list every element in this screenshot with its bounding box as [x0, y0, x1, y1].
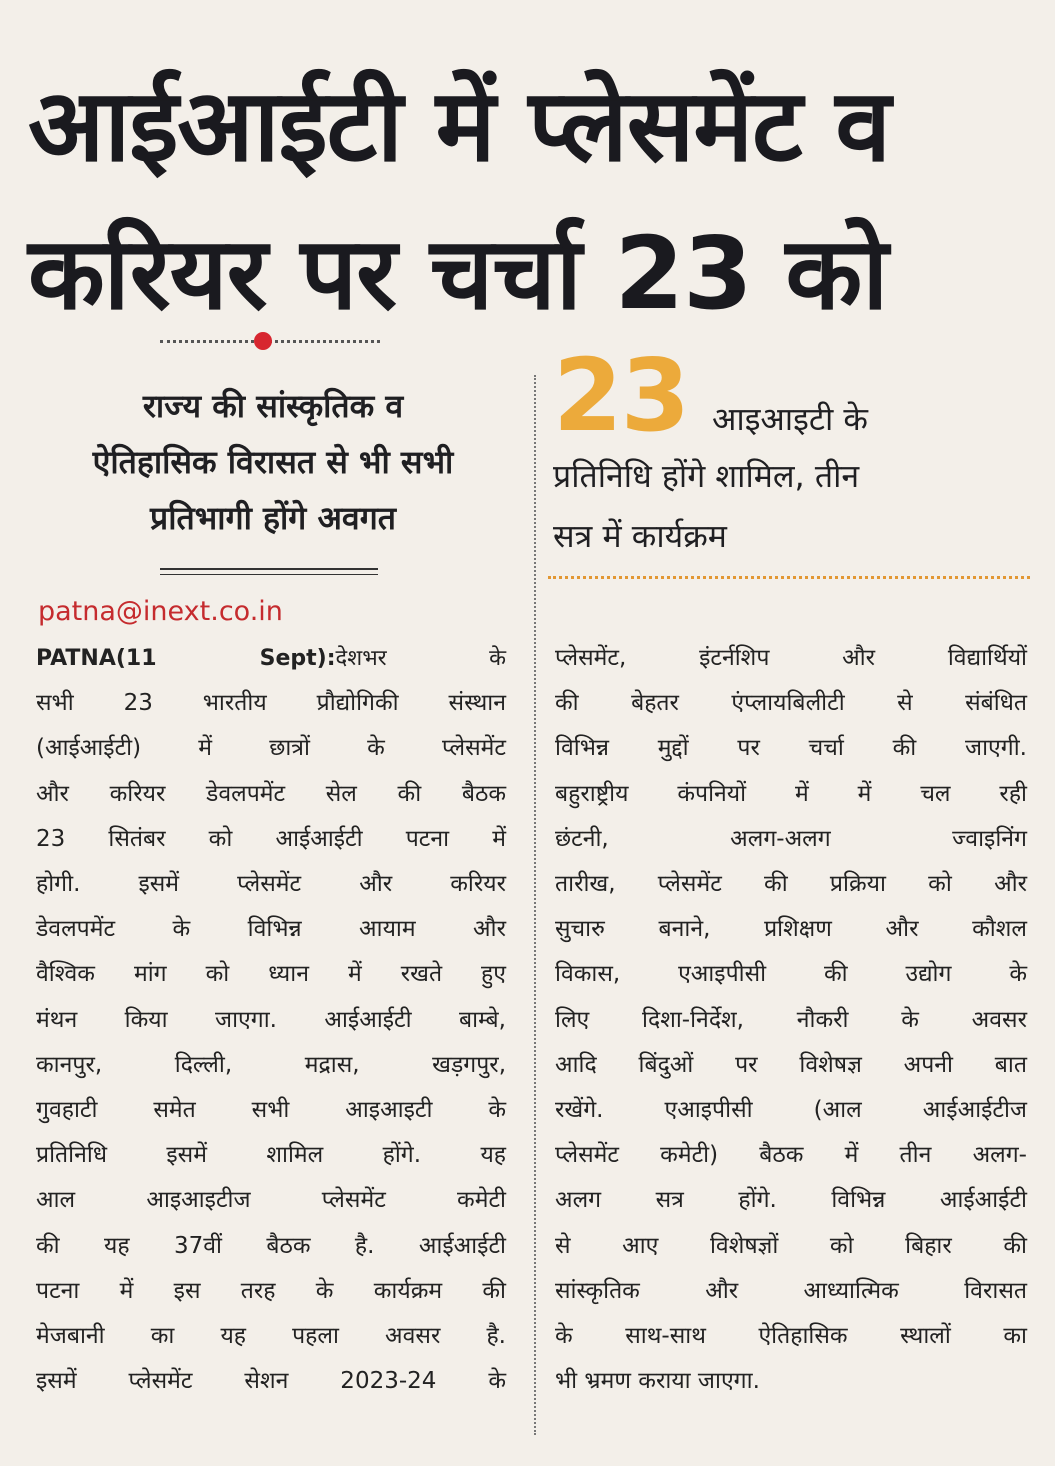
- deck-left: [28, 378, 518, 546]
- body-line: वैश्विक मांग को ध्यान में रखते हुए: [36, 961, 506, 988]
- body-line: तारीख, प्लेसमेंट की प्रक्रिया को और: [555, 871, 1027, 898]
- deck-rule: [160, 568, 378, 575]
- body-line: विभिन्न मुद्दों पर चर्चा की जाएगी.: [555, 735, 1027, 762]
- body-line: इसमें प्लेसमेंट सेशन 2023-24 के: [36, 1368, 506, 1395]
- deck-right: [553, 446, 1023, 566]
- body-line: सभी 23 भारतीय प्रौद्योगिकी संस्थान: [36, 690, 506, 717]
- body-line: प्लेसमेंट कमेटी) बैठक में तीन अलग-: [555, 1142, 1027, 1169]
- body-line: और करियर डेवलपमेंट सेल की बैठक: [36, 780, 506, 807]
- body-line: गुवहाटी समेत सभी आइआइटी के: [36, 1097, 506, 1124]
- body-line: कानपुर, दिल्ली, मद्रास, खड़गपुर,: [36, 1051, 506, 1078]
- body-line: सांस्कृतिक और आध्यात्मिक विरासत: [555, 1277, 1027, 1304]
- body-line: सुचारु बनाने, प्रशिक्षण और कौशल: [555, 916, 1027, 943]
- body-line-text: देशभर के: [335, 646, 506, 671]
- body-line: भी भ्रमण कराया जाएगा.: [555, 1368, 760, 1395]
- highlight-number: 23: [553, 337, 689, 454]
- body-line: (आईआईटी) में छात्रों के प्लेसमेंट: [36, 735, 506, 762]
- headline-line-1: आईआईटी में प्लेसमेंट व: [28, 67, 890, 184]
- body-line: बहुराष्ट्रीय कंपनियों में में चल रही: [555, 780, 1027, 807]
- body-line: 23 सितंबर को आईआईटी पटना में: [36, 825, 506, 852]
- body-line: विकास, एआइपीसी की उद्योग के: [555, 961, 1027, 988]
- deck-right-line-3: सत्र में कार्यक्रम: [553, 517, 727, 555]
- red-dot-ornament: [254, 332, 272, 350]
- body-column-left: [36, 636, 506, 1404]
- body-column-right: [555, 636, 1027, 1404]
- body-line: प्रतिनिधि इसमें शामिल होंगे. यह: [36, 1142, 506, 1169]
- body-line: [36, 636, 506, 681]
- body-line: लिए दिशा-निर्देश, नौकरी के अवसर: [555, 1006, 1027, 1033]
- headline: [28, 52, 1038, 348]
- dateline: PATNA(11 Sept):: [36, 646, 336, 671]
- body-line: मेजबानी का यह पहला अवसर है.: [36, 1323, 506, 1350]
- body-line: छंटनी, अलग-अलग ज्वाइनिंग: [555, 825, 1027, 852]
- orange-dotted-rule: [548, 576, 1030, 579]
- body-line: मंथन किया जाएगा. आईआईटी बाम्बे,: [36, 1006, 506, 1033]
- body-line: डेवलपमेंट के विभिन्न आयाम और: [36, 916, 506, 943]
- body-line: आदि बिंदुओं पर विशेषज्ञ अपनी बात: [555, 1051, 1027, 1078]
- body-line: आल आइआइटीज प्लेसमेंट कमेटी: [36, 1187, 506, 1214]
- deck-left-line-1: राज्य की सांस्कृतिक व: [142, 387, 404, 425]
- byline-email: patna@inext.co.in: [38, 596, 283, 627]
- body-line: पटना में इस तरह के कार्यक्रम की: [36, 1277, 506, 1304]
- deck-left-line-3: प्रतिभागी होंगे अवगत: [150, 499, 396, 537]
- body-line: रखेंगे. एआइपीसी (आल आईआईटीज: [555, 1097, 1027, 1124]
- body-line: की यह 37वीं बैठक है. आईआईटी: [36, 1232, 506, 1259]
- deck-right-line-2: प्रतिनिधि होंगे शामिल, तीन: [553, 457, 860, 495]
- deck-left-line-2: ऐतिहासिक विरासत से भी सभी: [92, 443, 454, 481]
- body-line: की बेहतर एंप्लायबिलीटी से संबंधित: [555, 690, 1027, 717]
- body-line: अलग सत्र होंगे. विभिन्न आईआईटी: [555, 1187, 1027, 1214]
- body-line: से आए विशेषज्ञों को बिहार की: [555, 1232, 1027, 1259]
- column-separator: [534, 375, 536, 1435]
- body-line: के साथ-साथ ऐतिहासिक स्थालों का: [555, 1323, 1027, 1350]
- deck-right-line-1: आइआइटी के: [712, 400, 868, 438]
- body-line: होगी. इसमें प्लेसमेंट और करियर: [36, 871, 506, 898]
- headline-line-2: करियर पर चर्चा 23 को: [28, 215, 888, 332]
- body-line: प्लेसमेंट, इंटर्नशिप और विद्यार्थियों: [555, 645, 1027, 671]
